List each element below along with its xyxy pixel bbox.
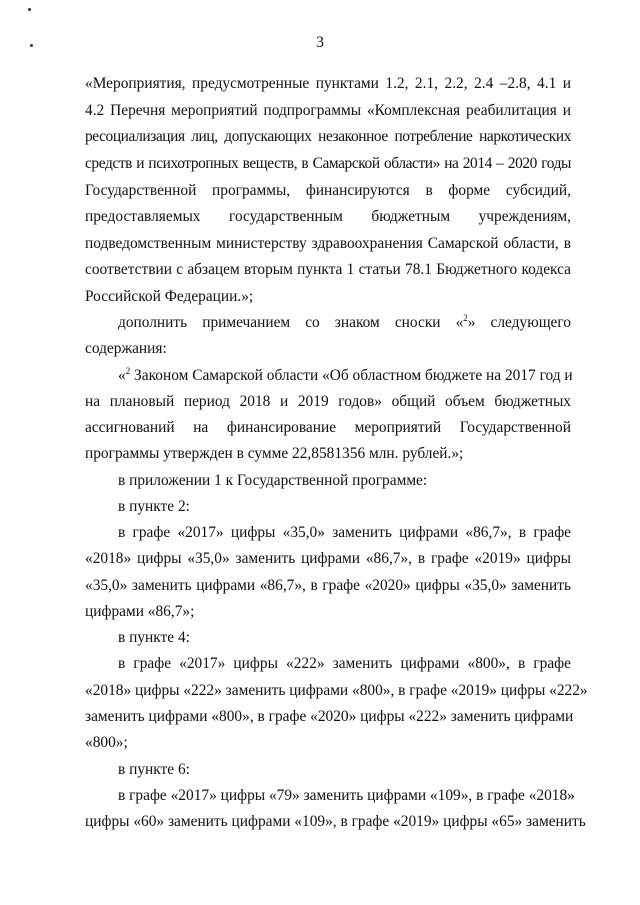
text-line: подведомственным министерству здравоохранения Самарской области, в [85, 235, 571, 252]
text-line: ассигнований на финансирование мероприятий Государственной [85, 419, 571, 436]
section-heading: в пункте 6: [118, 761, 190, 778]
text-line: на плановый период 2018 и 2019 годов» общий объем бюджетных [85, 393, 571, 410]
text-line: Государственной программы, финансируются в форме субсидий, [85, 182, 571, 199]
text-line: ресоциализация лиц, допускающих незаконное потребление наркотических [85, 128, 571, 145]
page-number: 3 [316, 34, 324, 51]
section-heading: в пункте 4: [118, 629, 190, 646]
text-line: в приложении 1 к Государственной программе: [118, 472, 428, 489]
text-line: средств и психотропных веществ, в Самарской области» на 2014 – 2020 годы [85, 155, 571, 172]
footnote-mark: 2 [463, 313, 468, 323]
text-line: 4.2 Перечня мероприятий подпрограммы «Комплексная реабилитация и [85, 102, 571, 119]
text-segment: » следующего [467, 314, 571, 331]
text-line: цифрами «86,7»; [85, 603, 195, 620]
text-line: «Мероприятия, предусмотренные пунктами 1.2, 2.1, 2.2, 2.4 –2.8, 4.1 и [85, 75, 571, 92]
section-heading: в пункте 2: [118, 498, 190, 515]
text-line: «800»; [85, 734, 128, 751]
text-line: «2018» цифры «35,0» заменить цифрами «86,7», в графе «2019» цифры [85, 550, 571, 567]
text-line: «35,0» заменить цифрами «86,7», в графе «2020» цифры «35,0» заменить [85, 577, 571, 594]
text-line: предоставляемых государственным бюджетным учреждениям, [85, 208, 571, 225]
text-line: в графе «2017» цифры «79» заменить цифрами «109», в графе «2018» [118, 787, 575, 804]
scan-speck [28, 8, 31, 11]
text-segment: Законом Самарской области «Об областном бюджете на 2017 год и [130, 367, 573, 384]
text-segment: дополнить примечанием со знаком сноски « [118, 314, 464, 331]
text-line-with-footnote [118, 313, 571, 333]
text-line: «2018» цифры «222» заменить цифрами «800», в графе «2019» цифры «222» [85, 682, 588, 699]
text-line: соответствии с абзацем вторым пункта 1 статьи 78.1 Бюджетного кодекса [85, 261, 571, 278]
text-line: заменить цифрами «800», в графе «2020» цифры «222» заменить цифрами [85, 708, 574, 725]
footnote-mark: 2 [125, 366, 131, 376]
text-line: в графе «2017» цифры «222» заменить цифрами «800», в графе [118, 655, 571, 672]
text-line: содержания: [85, 340, 167, 357]
text-line: Российской Федерации.»; [85, 288, 254, 305]
text-line: программы утвержден в сумме 22,8581356 млн. рублей.»; [85, 445, 464, 462]
footnote-text-line [118, 366, 571, 386]
text-line: в графе «2017» цифры «35,0» заменить цифрами «86,7», в графе [118, 524, 571, 541]
text-segment: « [118, 367, 126, 384]
text-line: цифры «60» заменить цифрами «109», в графе «2019» цифры «65» заменить [85, 813, 586, 830]
